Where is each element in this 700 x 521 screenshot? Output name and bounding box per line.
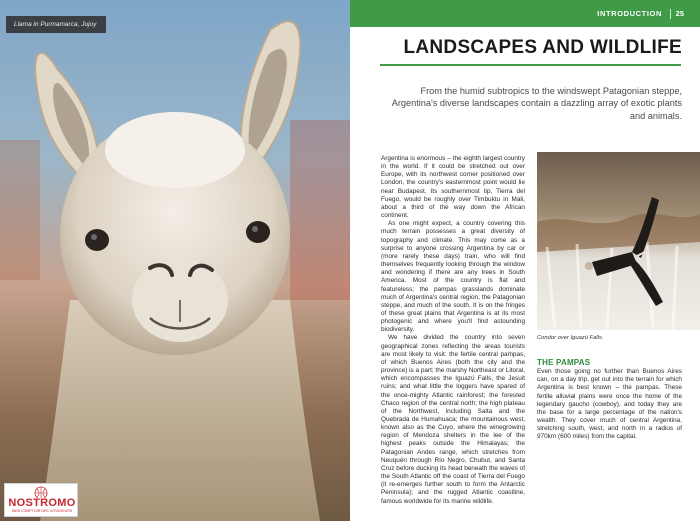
page-number: 25 [675, 9, 684, 18]
body-column-right [537, 352, 682, 521]
paragraph-1: Argentina is enormous – the eighth largest country in the world. If it could be stretched out over Europe, with its northwest corner positioned over London, the country's easternmost point would lie near Budapest. Its southernmost tip, Tierra del Fuego, would be roughly over Timbuktu in Mali, about a third of the way down the African continent. [381, 155, 525, 220]
title-underline [380, 64, 681, 66]
pampas-paragraph: Even those going no further than Buenos Aires can, on a day trip, get out into the terrain for which Argentina is best known – the pampas. These fertile alluvial plains were once the home of the legendary gaucho (cowboy), and today they are the base for a large percentage of the nation's wealth. They cover much of central Argentina, stretching south, west, and north in a radius of 970km (600 miles) from the capital. [537, 368, 682, 441]
header-section-label: INTRODUCTION [597, 9, 662, 18]
globe-icon [5, 484, 77, 498]
subheading-pampas: THE PAMPAS [537, 358, 591, 367]
condor-illustration [537, 152, 700, 330]
body-column-left [381, 155, 525, 515]
right-page [350, 0, 700, 521]
nostromo-logo [4, 483, 78, 517]
header-divider [670, 9, 671, 19]
paragraph-3: We have divided the country into seven geographical zones reflecting the areas tourists are most likely to visit: the fertile central pampas, of which Buenos Aires (both the city and the province) is a part; the marshy Northeast or Litoral, which encompasses the Iguazú Falls, the Jesuit ruins; and what little the loggers have spared of the once-mighty Atlantic rainforest; the forested Chaco region of the central north; the high plateau of the Northwest, including Salta and the Quebrada de Humahuaca; the mountainous west, known also as the Cuyo, where the winegrowing region of Mendoza shelters in the lee of the highest peaks outside the Himalayas; the Patagonian Andes range, which stretches from Neuquén through Río Negro, Chubut, and Santa Cruz before ducking its head beneath the waves of the South Atlantic off the coast of Tierra del Fuego (it re-emerges further south to form the Antarctic Peninsula); and the rugged Atlantic coastline, famous worldwide for its marine wildlife. [381, 334, 525, 505]
photo-caption: Llama in Purmamarca, Jujuy [6, 16, 106, 33]
logo-tagline: WEB COMPTOIR DES VOYAGEURS [11, 509, 73, 513]
condor-photo [537, 152, 700, 330]
logo-name: NOSTROMO [8, 497, 76, 509]
intro-text: From the humid subtropics to the windswept Patagonian steppe, Argentina's diverse landscapes contain a dazzling array of exotic plants and animals. [391, 86, 682, 121]
paragraph-2: As one might expect, a country covering this much terrain possesses a great diversity of topography and climate. This may come as a surprise to anyone crossing Argentina by car or (more rarely these days) train, who will find themselves frequently looking through the window and wondering if there are any trees in South America. Most of the country is flat and featureless; the pampas grasslands dominate much of Argentina's central region, the Patagonian steppe, and much of the south. It is on the fringes of these great plains that Argentina is at its most photogenic and where you'll find astounding biodiversity. [381, 220, 525, 334]
condor-caption: Condor over Iguazú Falls. [537, 335, 604, 341]
page-title: LANDSCAPES AND WILDLIFE [403, 37, 682, 58]
